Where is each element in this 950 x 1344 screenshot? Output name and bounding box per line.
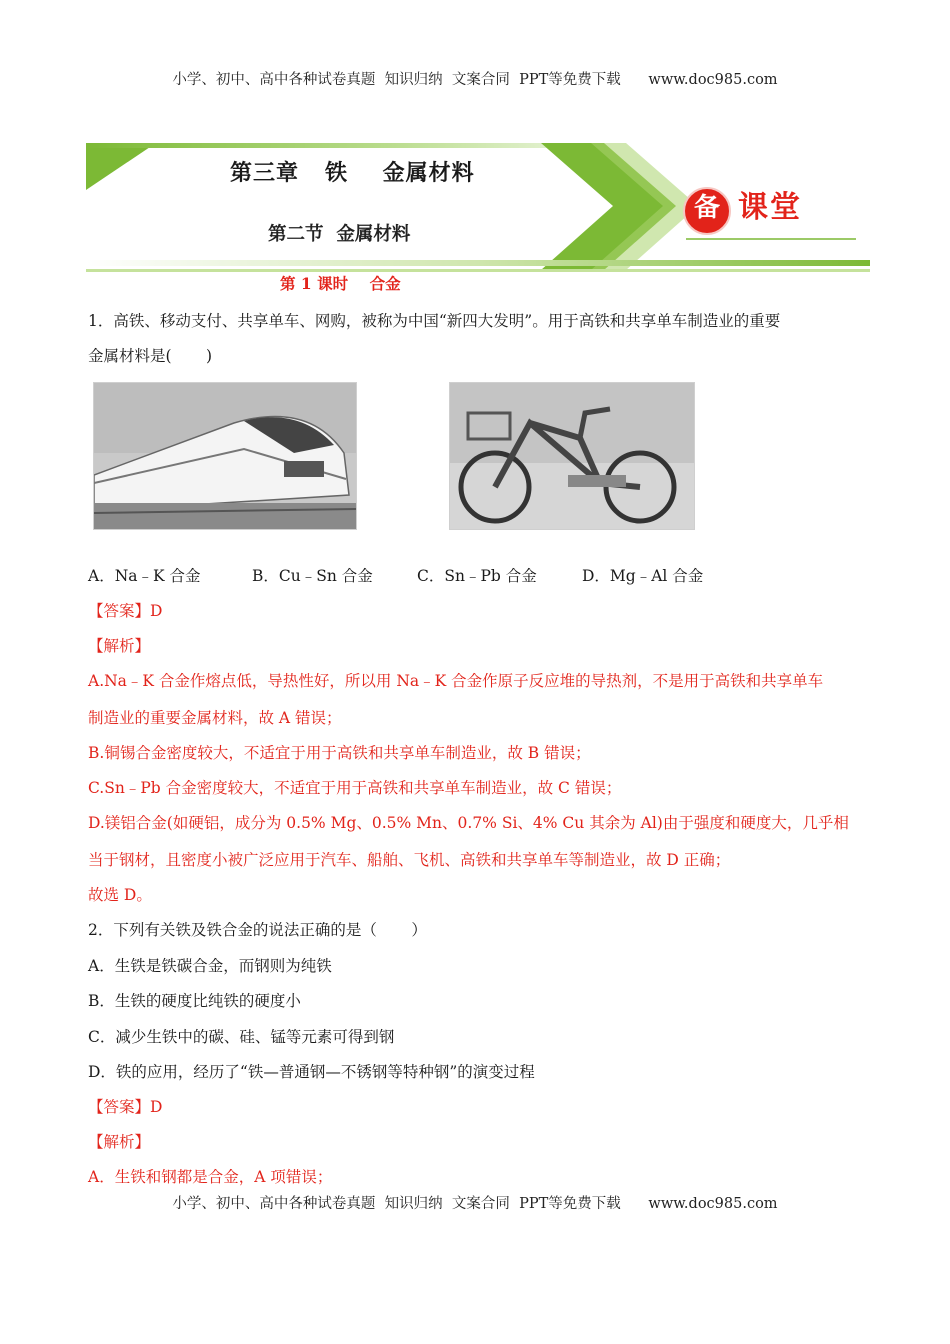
page-footer: 小学、初中、高中各种试卷真题 知识归纳 文案合同 PPT等免费下载 www.doc985.com: [172, 1196, 778, 1212]
answer-label: 【答案】: [88, 1098, 151, 1116]
q1-option-d: D．Mg﹣Al 合金: [582, 567, 704, 585]
q2-stem: 2．下列有关铁及铁合金的说法正确的是（ ）: [88, 921, 427, 939]
q2-option-a: A．生铁是铁碳合金，而钢则为纯铁: [88, 957, 332, 975]
q2-analysis-line: A．生铁和钢都是合金，A 项错误；: [88, 1168, 333, 1186]
answer-label: 【答案】: [88, 602, 151, 620]
q1-option-a: A．Na﹣K 合金: [88, 567, 201, 585]
q1-answer: [88, 601, 162, 621]
train-illustration: [94, 383, 356, 529]
q2-option-c: C．减少生铁中的碳、硅、锰等元素可得到钢: [88, 1028, 395, 1046]
badge-text: 课堂: [738, 190, 802, 225]
bicycle-illustration: [450, 383, 694, 529]
section-title: 第二节 金属材料: [268, 224, 411, 245]
q1-analysis-line: C.Sn﹣Pb 合金密度较大，不适宜于用于高铁和共享单车制造业，故 C 错误；: [88, 779, 622, 797]
q2-option-d: D．铁的应用，经历了“铁—普通钢—不锈钢等特种钢”的演变过程: [88, 1063, 535, 1081]
shared-bicycle-photo: [449, 382, 695, 530]
high-speed-train-photo: [93, 382, 357, 530]
q2-answer: [88, 1097, 162, 1117]
q2-option-b: B．生铁的硬度比纯铁的硬度小: [88, 992, 301, 1010]
page-header: 小学、初中、高中各种试卷真题 知识归纳 文案合同 PPT等免费下载 www.doc985.com: [172, 72, 778, 88]
chapter-title: 第三章 铁 金属材料: [230, 160, 475, 186]
q1-option-c: C．Sn﹣Pb 合金: [417, 567, 537, 585]
q1-analysis-line: 当于钢材，且密度小被广泛应用于汽车、船舶、飞机、高铁和共享单车等制造业，故 D 正确；: [88, 851, 731, 869]
q1-analysis-line: B.铜锡合金密度较大，不适宜于用于高铁和共享单车制造业，故 B 错误；: [88, 744, 591, 762]
answer-value: D: [150, 602, 163, 620]
lesson-title: 第 1 课时 合金: [280, 274, 401, 293]
q1-option-b: B．Cu﹣Sn 合金: [252, 567, 373, 585]
q1-analysis-line: 制造业的重要金属材料，故 A 错误；: [88, 709, 342, 727]
q1-stem-line2: 金属材料是( ): [88, 347, 213, 365]
answer-value: D: [150, 1098, 163, 1116]
q1-analysis-label: 【解析】: [88, 637, 151, 655]
q1-analysis-line: 故选 D。: [88, 886, 152, 904]
badge-char: 备: [693, 193, 720, 223]
q1-analysis-line: D.镁铝合金(如硬铝，成分为 0.5% Mg、0.5% Mn、0.7% Si、4% Cu 其余为 Al)由于强度和硬度大，几乎相: [88, 814, 849, 832]
q2-analysis-label: 【解析】: [88, 1133, 151, 1151]
q1-analysis-line: A.Na﹣K 合金作熔点低，导热性好，所以用 Na﹣K 合金作原子反应堆的导热剂，不是用于高铁和共享单车: [88, 672, 824, 690]
q1-stem-line1: 1．高铁、移动支付、共享单车、网购，被称为中国“新四大发明”。用于高铁和共享单车制造业的重要: [88, 312, 781, 330]
